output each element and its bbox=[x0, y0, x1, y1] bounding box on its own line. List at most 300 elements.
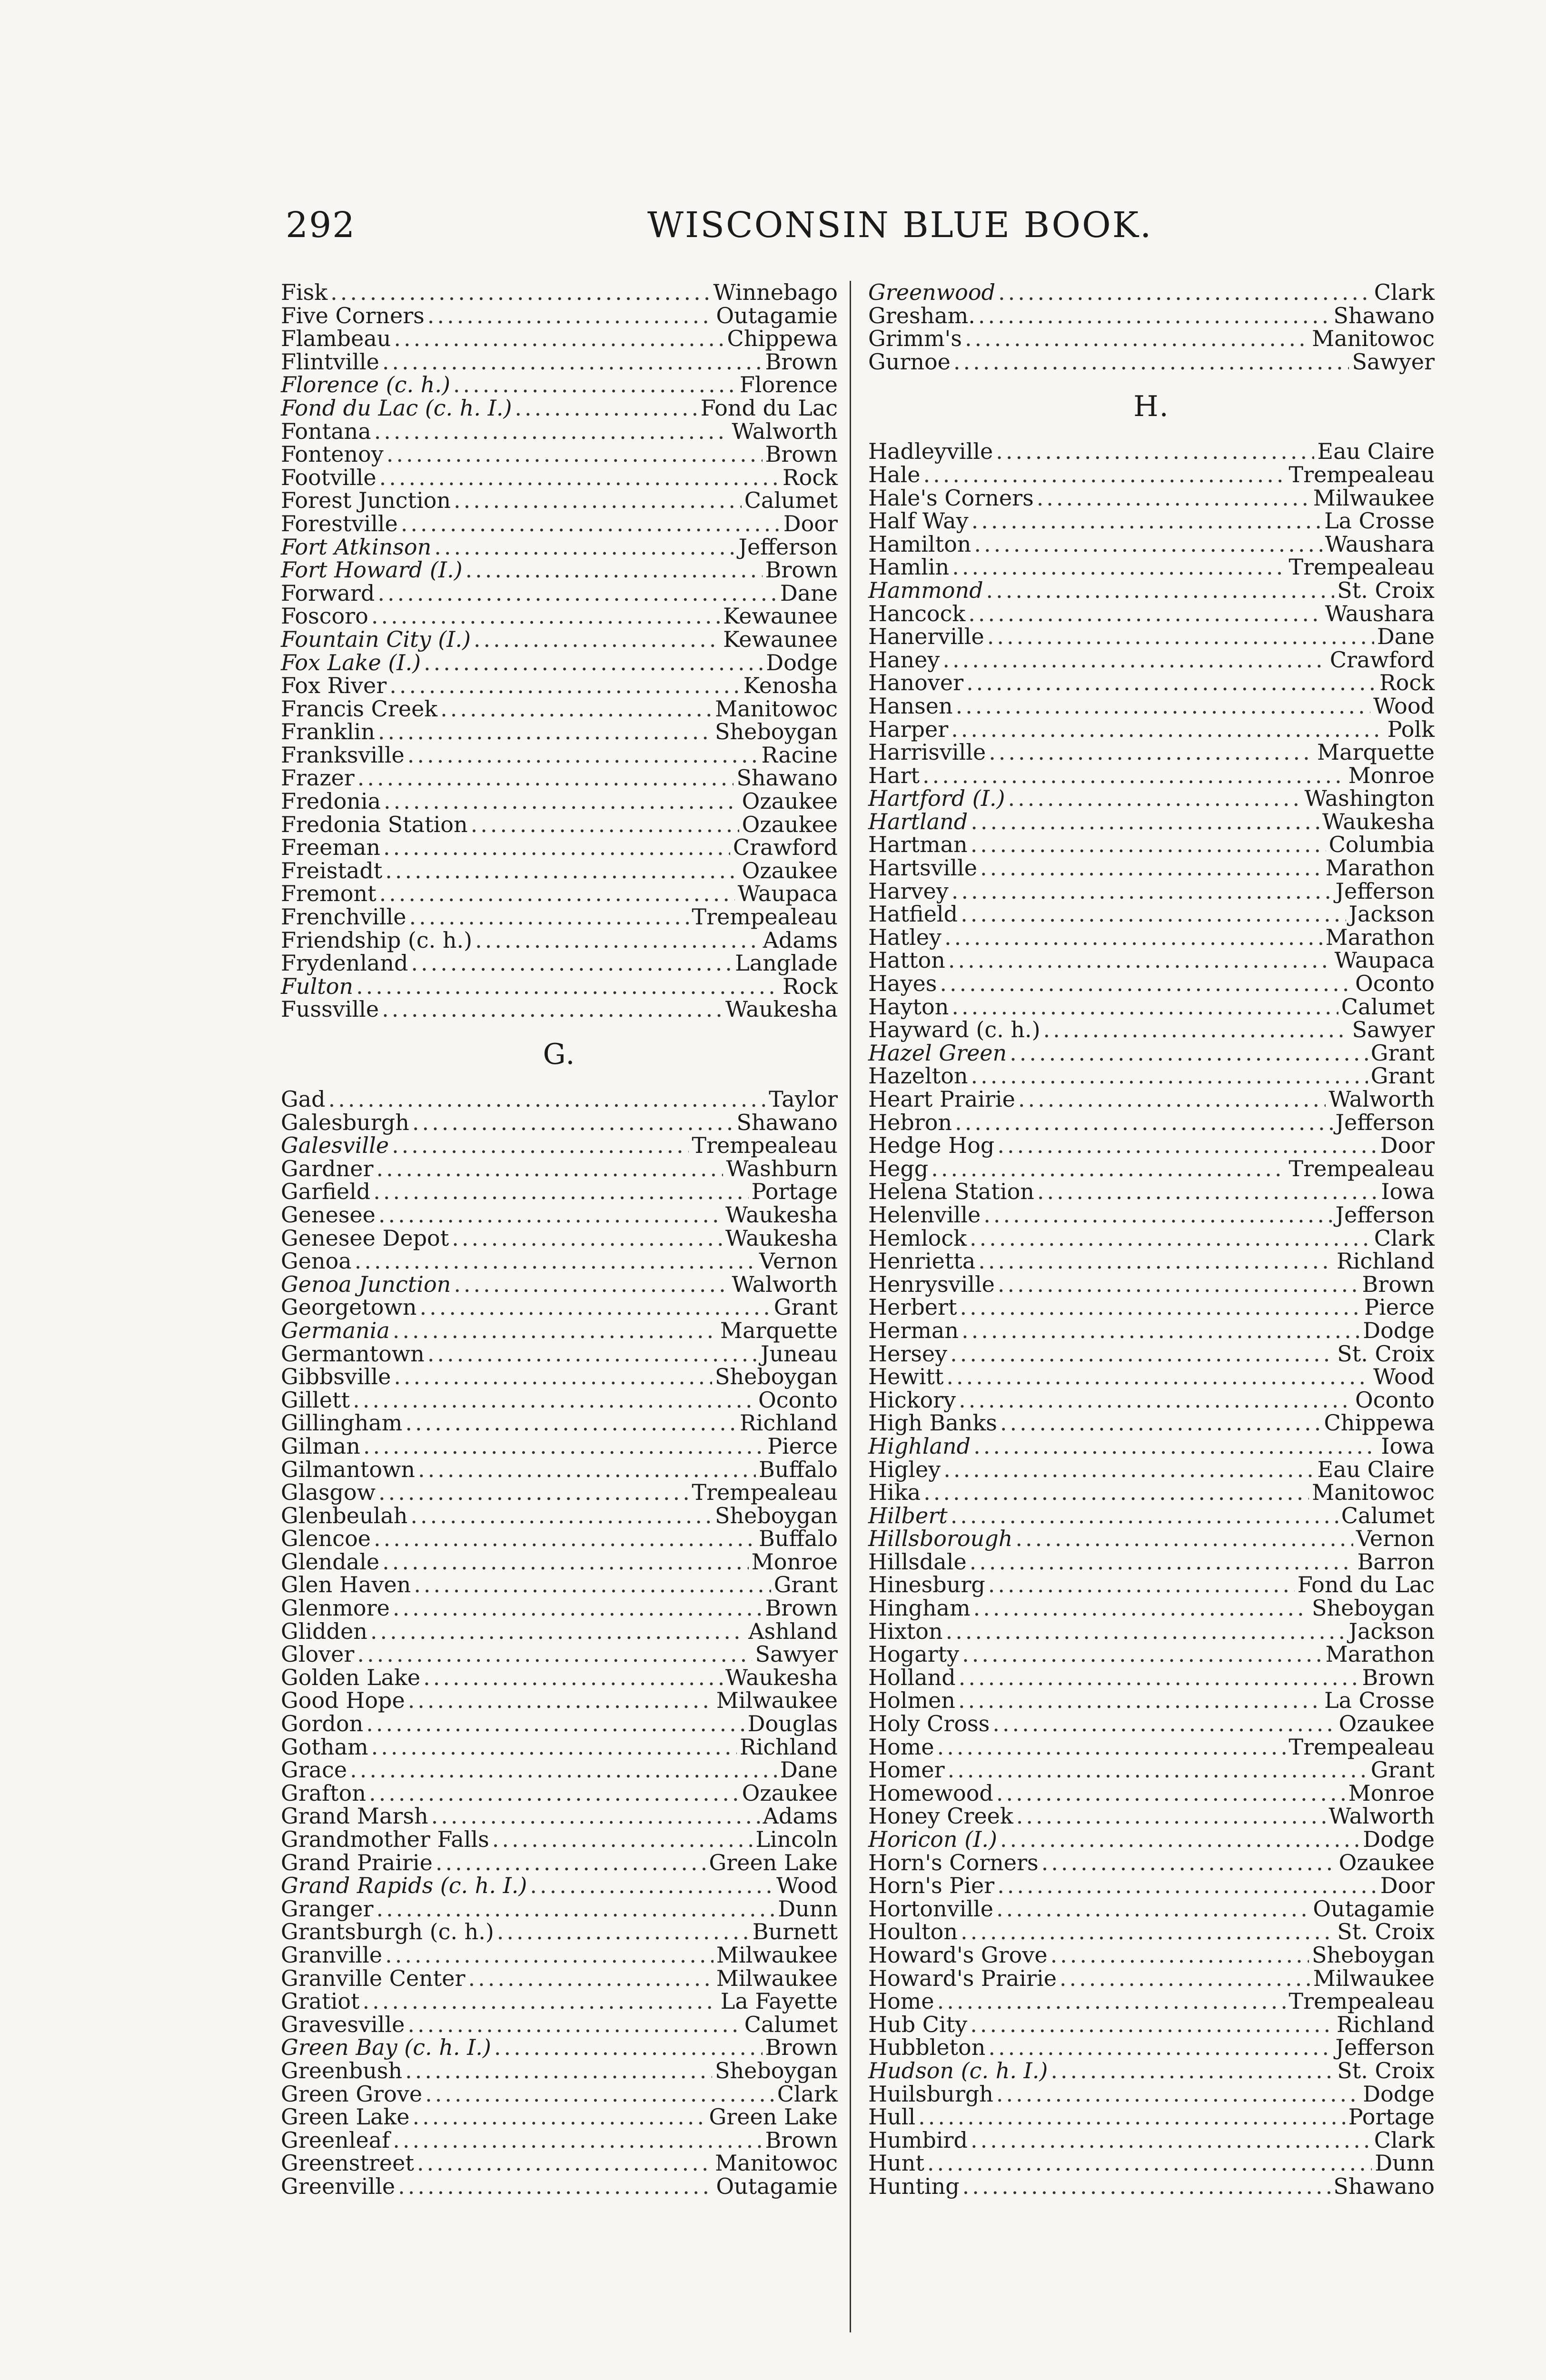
dot-leader bbox=[973, 1597, 1309, 1620]
dot-leader bbox=[996, 440, 1314, 463]
post-office-name: Hewitt bbox=[868, 1364, 944, 1390]
list-item bbox=[868, 2082, 1435, 2106]
post-office-name: Greenstreet bbox=[281, 2150, 414, 2176]
county-name: Pierce bbox=[1364, 1294, 1435, 1320]
dot-leader bbox=[971, 509, 1321, 533]
post-office-name: Hanerville bbox=[868, 624, 984, 650]
dot-leader bbox=[923, 463, 1286, 486]
post-office-name: Galesburgh bbox=[281, 1109, 409, 1135]
county-name: Waukesha bbox=[725, 996, 838, 1022]
post-office-name: Hubbleton bbox=[868, 2034, 986, 2061]
list-item bbox=[868, 648, 1435, 672]
list-item bbox=[868, 1897, 1435, 1921]
post-office-name: Fredonia bbox=[281, 788, 381, 814]
h-entry-list bbox=[868, 440, 1435, 2198]
dot-leader bbox=[953, 350, 1349, 374]
dot-leader bbox=[407, 744, 759, 767]
list-item bbox=[281, 2129, 838, 2152]
county-name: Clark bbox=[1374, 2127, 1435, 2153]
list-item bbox=[281, 1874, 838, 1897]
post-office-name: Hull bbox=[868, 2104, 916, 2130]
post-office-name: Fussville bbox=[281, 996, 379, 1022]
county-name: Crawford bbox=[1329, 646, 1435, 673]
dot-leader bbox=[357, 1643, 752, 1666]
county-name: Wood bbox=[1373, 693, 1435, 719]
post-office-name: Howard's Grove bbox=[868, 1942, 1048, 1968]
post-office-name: Gibbsville bbox=[281, 1364, 391, 1390]
county-name: Sawyer bbox=[1352, 348, 1435, 375]
county-name: Dodge bbox=[1363, 2081, 1435, 2107]
list-item bbox=[281, 998, 838, 1021]
list-item bbox=[868, 1250, 1435, 1273]
list-item bbox=[868, 350, 1435, 374]
post-office-name: Franksville bbox=[281, 742, 405, 768]
post-office-name: Grantsburgh (c. h.) bbox=[281, 1919, 494, 1945]
county-name: Fond du Lac bbox=[700, 395, 838, 421]
post-office-name: Grand Prairie bbox=[281, 1849, 433, 1875]
county-name: La Fayette bbox=[720, 1988, 838, 2014]
post-office-name: Fulton bbox=[281, 973, 354, 999]
county-name: Trempealeau bbox=[1288, 461, 1435, 487]
list-item bbox=[868, 440, 1435, 463]
post-office-name: Huilsburgh bbox=[868, 2081, 993, 2107]
dot-leader bbox=[1016, 1805, 1326, 1828]
post-office-name: Hancock bbox=[868, 600, 966, 626]
list-item bbox=[868, 304, 1435, 327]
list-item bbox=[281, 1735, 838, 1759]
list-item bbox=[281, 281, 838, 304]
dot-leader bbox=[931, 1157, 1286, 1180]
dot-leader bbox=[353, 1388, 755, 1412]
dot-leader bbox=[974, 533, 1322, 556]
list-item bbox=[868, 1203, 1435, 1227]
county-name: Dodge bbox=[1363, 1317, 1435, 1343]
dot-leader bbox=[454, 489, 742, 512]
dot-leader bbox=[401, 512, 781, 536]
county-name: Outagamie bbox=[716, 2173, 838, 2199]
county-name: St. Croix bbox=[1337, 1340, 1435, 1367]
dot-leader bbox=[373, 1180, 748, 1203]
list-item bbox=[868, 1319, 1435, 1342]
list-item bbox=[868, 1296, 1435, 1319]
dot-leader bbox=[998, 1273, 1359, 1296]
list-item bbox=[868, 1411, 1435, 1435]
county-name: Ozaukee bbox=[742, 811, 838, 837]
post-office-name: Hayes bbox=[868, 971, 937, 997]
county-name: Trempealeau bbox=[1288, 554, 1435, 580]
dot-leader bbox=[374, 1527, 756, 1550]
county-name: Vernon bbox=[759, 1248, 838, 1274]
dot-leader bbox=[965, 327, 1309, 350]
list-item bbox=[281, 420, 838, 443]
dot-leader bbox=[398, 2175, 713, 2198]
dot-leader bbox=[378, 1203, 723, 1227]
post-office-name: Forestville bbox=[281, 510, 398, 536]
dot-leader bbox=[453, 373, 737, 397]
dot-leader bbox=[959, 1388, 1352, 1412]
right-column bbox=[850, 281, 1435, 2332]
post-office-name: Gotham bbox=[281, 1734, 368, 1760]
dot-leader bbox=[474, 628, 720, 651]
post-office-name: Hinesburg bbox=[868, 1572, 985, 1598]
post-office-name: Fisk bbox=[281, 279, 328, 305]
county-name: Dane bbox=[1377, 624, 1435, 650]
county-name: Sheboygan bbox=[1312, 1595, 1435, 1621]
post-office-name: Hale bbox=[868, 461, 921, 487]
county-name: Buffalo bbox=[759, 1456, 838, 1482]
dot-leader bbox=[998, 281, 1371, 304]
post-office-name: Hatley bbox=[868, 924, 941, 950]
dot-leader bbox=[952, 555, 1286, 579]
county-name: Marathon bbox=[1325, 924, 1435, 950]
county-name: Adams bbox=[763, 1803, 838, 1829]
dot-leader bbox=[389, 674, 740, 697]
dot-leader bbox=[363, 1435, 764, 1458]
list-item bbox=[281, 1851, 838, 1874]
list-item bbox=[868, 533, 1435, 556]
dot-leader bbox=[986, 579, 1335, 602]
list-item bbox=[868, 2152, 1435, 2175]
county-name: Marquette bbox=[1317, 739, 1435, 765]
post-office-name: Hickory bbox=[868, 1387, 956, 1413]
county-name: Waukesha bbox=[725, 1201, 838, 1228]
post-office-name: Fremont bbox=[281, 881, 377, 907]
list-item bbox=[281, 1203, 838, 1227]
dot-leader bbox=[413, 2105, 706, 2129]
county-name: Monroe bbox=[751, 1548, 838, 1575]
dot-leader bbox=[405, 1411, 737, 1435]
post-office-name: Gardner bbox=[281, 1155, 374, 1181]
list-item bbox=[281, 744, 838, 767]
dot-leader bbox=[350, 1758, 777, 1782]
post-office-name: Glenmore bbox=[281, 1595, 390, 1621]
post-office-name: Genoa Junction bbox=[281, 1271, 451, 1297]
county-name: Eau Claire bbox=[1317, 438, 1435, 465]
list-item bbox=[281, 766, 838, 790]
county-name: Ozaukee bbox=[1338, 1711, 1435, 1737]
section-heading-h: H. bbox=[1133, 390, 1169, 424]
dot-leader bbox=[427, 304, 714, 327]
county-name: Ozaukee bbox=[1338, 1849, 1435, 1875]
f-entry-list bbox=[281, 281, 838, 1021]
list-item bbox=[281, 1342, 838, 1366]
list-item bbox=[281, 1920, 838, 1944]
list-item bbox=[281, 536, 838, 559]
post-office-name: Glasgow bbox=[281, 1479, 376, 1506]
post-office-name: Houlton bbox=[868, 1919, 958, 1945]
county-name: Washburn bbox=[726, 1155, 838, 1181]
post-office-name: Home bbox=[868, 1988, 934, 2014]
county-name: Kenosha bbox=[743, 673, 838, 699]
dot-leader bbox=[328, 1088, 766, 1111]
dot-leader bbox=[961, 1920, 1334, 1944]
list-item bbox=[868, 1157, 1435, 1180]
post-office-name: Genesee bbox=[281, 1201, 376, 1228]
post-office-name: Francis Creek bbox=[281, 695, 438, 722]
county-name: Waupaca bbox=[737, 881, 838, 907]
list-item bbox=[868, 1967, 1435, 1990]
dot-leader bbox=[431, 1805, 760, 1828]
dot-leader bbox=[973, 1435, 1378, 1458]
county-name: Calumet bbox=[1341, 1502, 1435, 1528]
county-name: Ashland bbox=[748, 1618, 838, 1644]
list-item bbox=[281, 697, 838, 721]
dot-leader bbox=[983, 1203, 1332, 1227]
county-name: Waushara bbox=[1325, 531, 1435, 557]
post-office-name: Franklin bbox=[281, 719, 375, 745]
list-item bbox=[281, 1990, 838, 2013]
county-name: Door bbox=[783, 510, 838, 536]
county-name: Walworth bbox=[732, 418, 838, 444]
county-name: Door bbox=[1380, 1132, 1435, 1159]
list-item bbox=[868, 1851, 1435, 1874]
list-item bbox=[868, 1805, 1435, 1828]
list-item bbox=[868, 856, 1435, 880]
dot-leader bbox=[393, 1319, 717, 1342]
county-name: Clark bbox=[1374, 1225, 1435, 1251]
list-item bbox=[868, 1273, 1435, 1296]
county-name: Walworth bbox=[1328, 1086, 1435, 1112]
post-office-name: Henrietta bbox=[868, 1248, 976, 1274]
dot-leader bbox=[423, 1666, 723, 1689]
county-name: Door bbox=[1380, 1873, 1435, 1899]
post-office-name: Hanover bbox=[868, 670, 964, 696]
county-name: Brown bbox=[1362, 1271, 1435, 1297]
dot-leader bbox=[996, 1782, 1346, 1805]
post-office-name: Grafton bbox=[281, 1780, 366, 1806]
list-item bbox=[868, 1573, 1435, 1597]
list-item bbox=[281, 1897, 838, 1921]
list-item bbox=[281, 1944, 838, 1967]
post-office-name: Harvey bbox=[868, 878, 949, 904]
dot-leader bbox=[492, 1828, 753, 1851]
dot-leader bbox=[971, 2129, 1371, 2152]
post-office-name: Honey Creek bbox=[868, 1803, 1013, 1829]
county-name: Manitowoc bbox=[715, 695, 838, 722]
county-name: Brown bbox=[765, 348, 838, 375]
list-item bbox=[281, 489, 838, 512]
county-name: Milwaukee bbox=[716, 1687, 838, 1714]
list-item bbox=[868, 1712, 1435, 1735]
dot-leader bbox=[1018, 1088, 1326, 1111]
post-office-name: Hillsborough bbox=[868, 1526, 1013, 1552]
county-name: Kewaunee bbox=[723, 626, 838, 652]
dot-leader bbox=[497, 1920, 750, 1944]
county-name: Ozaukee bbox=[742, 788, 838, 814]
list-item bbox=[281, 350, 838, 374]
county-name: Oconto bbox=[1355, 1387, 1435, 1413]
list-item bbox=[868, 972, 1435, 995]
dot-leader bbox=[937, 1990, 1286, 2013]
county-name: Richland bbox=[740, 1734, 838, 1760]
post-office-name: Foscoro bbox=[281, 603, 368, 629]
county-name: Waushara bbox=[1325, 600, 1435, 626]
county-name: Wood bbox=[1373, 1364, 1435, 1390]
post-office-name: Hortonville bbox=[868, 1895, 993, 1922]
post-office-name: Hixton bbox=[868, 1618, 943, 1644]
list-item bbox=[281, 975, 838, 998]
post-office-name: Gilman bbox=[281, 1433, 360, 1459]
county-name: St. Croix bbox=[1337, 2057, 1435, 2083]
list-item bbox=[868, 1018, 1435, 1041]
county-name: Green Lake bbox=[709, 2104, 838, 2130]
list-item bbox=[868, 741, 1435, 764]
post-office-name: Footville bbox=[281, 464, 377, 490]
dot-leader bbox=[424, 651, 763, 674]
list-item bbox=[868, 1874, 1435, 1897]
post-office-name: Good Hope bbox=[281, 1687, 405, 1714]
county-name: Buffalo bbox=[759, 1526, 838, 1552]
county-name: Milwaukee bbox=[716, 1965, 838, 1991]
list-item bbox=[868, 2013, 1435, 2036]
list-item bbox=[868, 1666, 1435, 1689]
post-office-name: Hunt bbox=[868, 2150, 924, 2176]
post-office-name: Gad bbox=[281, 1086, 326, 1112]
list-item bbox=[868, 1735, 1435, 1759]
list-item bbox=[281, 1689, 838, 1712]
county-name: Dodge bbox=[1363, 1826, 1435, 1852]
post-office-name: Holy Cross bbox=[868, 1711, 990, 1737]
dot-leader bbox=[417, 2152, 712, 2175]
dot-leader bbox=[951, 880, 1333, 903]
list-item bbox=[281, 1088, 838, 1111]
list-item bbox=[281, 327, 838, 350]
dot-leader bbox=[989, 741, 1314, 764]
county-name: Shawano bbox=[736, 1109, 838, 1135]
dot-leader bbox=[374, 420, 729, 443]
county-name: St. Croix bbox=[1337, 577, 1435, 603]
post-office-name: Golden Lake bbox=[281, 1664, 421, 1690]
dot-leader bbox=[468, 1967, 714, 1990]
county-name: Sheboygan bbox=[715, 719, 838, 745]
county-name: Manitowoc bbox=[1312, 1479, 1435, 1506]
list-item bbox=[281, 1967, 838, 1990]
list-item bbox=[868, 1088, 1435, 1111]
dot-leader bbox=[385, 1944, 714, 1967]
list-item bbox=[868, 463, 1435, 486]
list-item bbox=[281, 1227, 838, 1250]
list-item bbox=[281, 2036, 838, 2059]
post-office-name: Hartsville bbox=[868, 855, 977, 881]
county-name: Walworth bbox=[1328, 1803, 1435, 1829]
dot-leader bbox=[411, 952, 732, 975]
post-office-name: Hazel Green bbox=[868, 1040, 1007, 1066]
county-name: Marathon bbox=[1325, 1641, 1435, 1667]
county-name: Polk bbox=[1387, 716, 1435, 742]
list-item bbox=[868, 1620, 1435, 1643]
dot-leader bbox=[927, 2152, 1372, 2175]
list-item bbox=[281, 605, 838, 628]
county-name: Calumet bbox=[744, 487, 838, 514]
county-name: Dunn bbox=[1375, 2150, 1435, 2176]
list-item bbox=[868, 1550, 1435, 1574]
dot-leader bbox=[530, 1874, 773, 1897]
dot-leader bbox=[330, 281, 710, 304]
post-office-name: Glidden bbox=[281, 1618, 367, 1644]
post-office-name: Grandmother Falls bbox=[281, 1826, 489, 1852]
county-name: Dane bbox=[780, 580, 838, 606]
dot-leader bbox=[494, 2036, 763, 2059]
post-office-name: Hatfield bbox=[868, 901, 958, 927]
dot-leader bbox=[955, 1111, 1332, 1134]
post-office-name: Harrisville bbox=[868, 739, 986, 765]
dot-leader bbox=[943, 1458, 1314, 1481]
dot-leader bbox=[393, 1597, 763, 1620]
dot-leader bbox=[1050, 1944, 1309, 1967]
county-name: Douglas bbox=[747, 1711, 838, 1737]
county-name: Outagamie bbox=[1313, 1895, 1435, 1922]
dot-leader bbox=[369, 1782, 739, 1805]
post-office-name: Herbert bbox=[868, 1294, 957, 1320]
list-item bbox=[868, 764, 1435, 787]
dot-leader bbox=[923, 1481, 1309, 1504]
list-item bbox=[281, 1712, 838, 1735]
post-office-name: Hart bbox=[868, 762, 920, 788]
list-item bbox=[868, 1782, 1435, 1805]
post-office-name: Hammond bbox=[868, 577, 983, 603]
dot-leader bbox=[471, 813, 739, 836]
dot-leader bbox=[1000, 1411, 1321, 1435]
county-name: Milwaukee bbox=[716, 1942, 838, 1968]
dot-leader bbox=[956, 694, 1370, 718]
post-office-name: Helenville bbox=[868, 1201, 981, 1228]
county-name: Walworth bbox=[732, 1271, 838, 1297]
county-name: Rock bbox=[783, 464, 838, 490]
post-office-name: Holland bbox=[868, 1664, 956, 1690]
county-name: Dane bbox=[780, 1757, 838, 1783]
dot-leader bbox=[937, 1735, 1286, 1759]
list-item bbox=[868, 625, 1435, 648]
dot-leader bbox=[987, 625, 1374, 648]
post-office-name: Freistadt bbox=[281, 857, 383, 883]
post-office-name: Georgetown bbox=[281, 1294, 417, 1320]
list-item bbox=[868, 1828, 1435, 1851]
left-column bbox=[281, 281, 838, 2198]
list-item bbox=[868, 810, 1435, 833]
dot-leader bbox=[379, 882, 735, 905]
dot-leader bbox=[978, 1250, 1334, 1273]
dot-leader bbox=[377, 582, 777, 605]
dot-leader bbox=[382, 350, 763, 374]
county-name: Vernon bbox=[1356, 1526, 1435, 1552]
dot-leader bbox=[988, 2036, 1332, 2059]
post-office-name: Home bbox=[868, 1734, 934, 1760]
county-name: Calumet bbox=[744, 2011, 838, 2037]
post-office-name: Hebron bbox=[868, 1109, 952, 1135]
post-office-name: Fontenoy bbox=[281, 441, 384, 467]
dot-leader bbox=[988, 1573, 1295, 1597]
post-office-name: Hale's Corners bbox=[868, 485, 1034, 511]
dot-leader bbox=[950, 1342, 1334, 1366]
dot-leader bbox=[1043, 1018, 1349, 1041]
list-item bbox=[281, 443, 838, 466]
county-name: Richland bbox=[1337, 2011, 1435, 2037]
post-office-name: Five Corners bbox=[281, 302, 425, 328]
post-office-name: Hazelton bbox=[868, 1063, 968, 1089]
county-name: Racine bbox=[761, 742, 838, 768]
county-name: Winnebago bbox=[713, 279, 838, 305]
post-office-name: Florence (c. h.) bbox=[281, 372, 450, 398]
post-office-name: Hersey bbox=[868, 1340, 948, 1367]
county-name: Trempealeau bbox=[1288, 1988, 1435, 2014]
post-office-name: Helena Station bbox=[868, 1179, 1034, 1205]
county-name: Fond du Lac bbox=[1297, 1572, 1435, 1598]
list-item bbox=[281, 1411, 838, 1435]
list-item bbox=[868, 2036, 1435, 2059]
post-office-name: Grand Rapids (c. h. I.) bbox=[281, 1873, 527, 1899]
post-office-name: Highland bbox=[868, 1433, 971, 1459]
county-name: Sawyer bbox=[1352, 1017, 1435, 1043]
